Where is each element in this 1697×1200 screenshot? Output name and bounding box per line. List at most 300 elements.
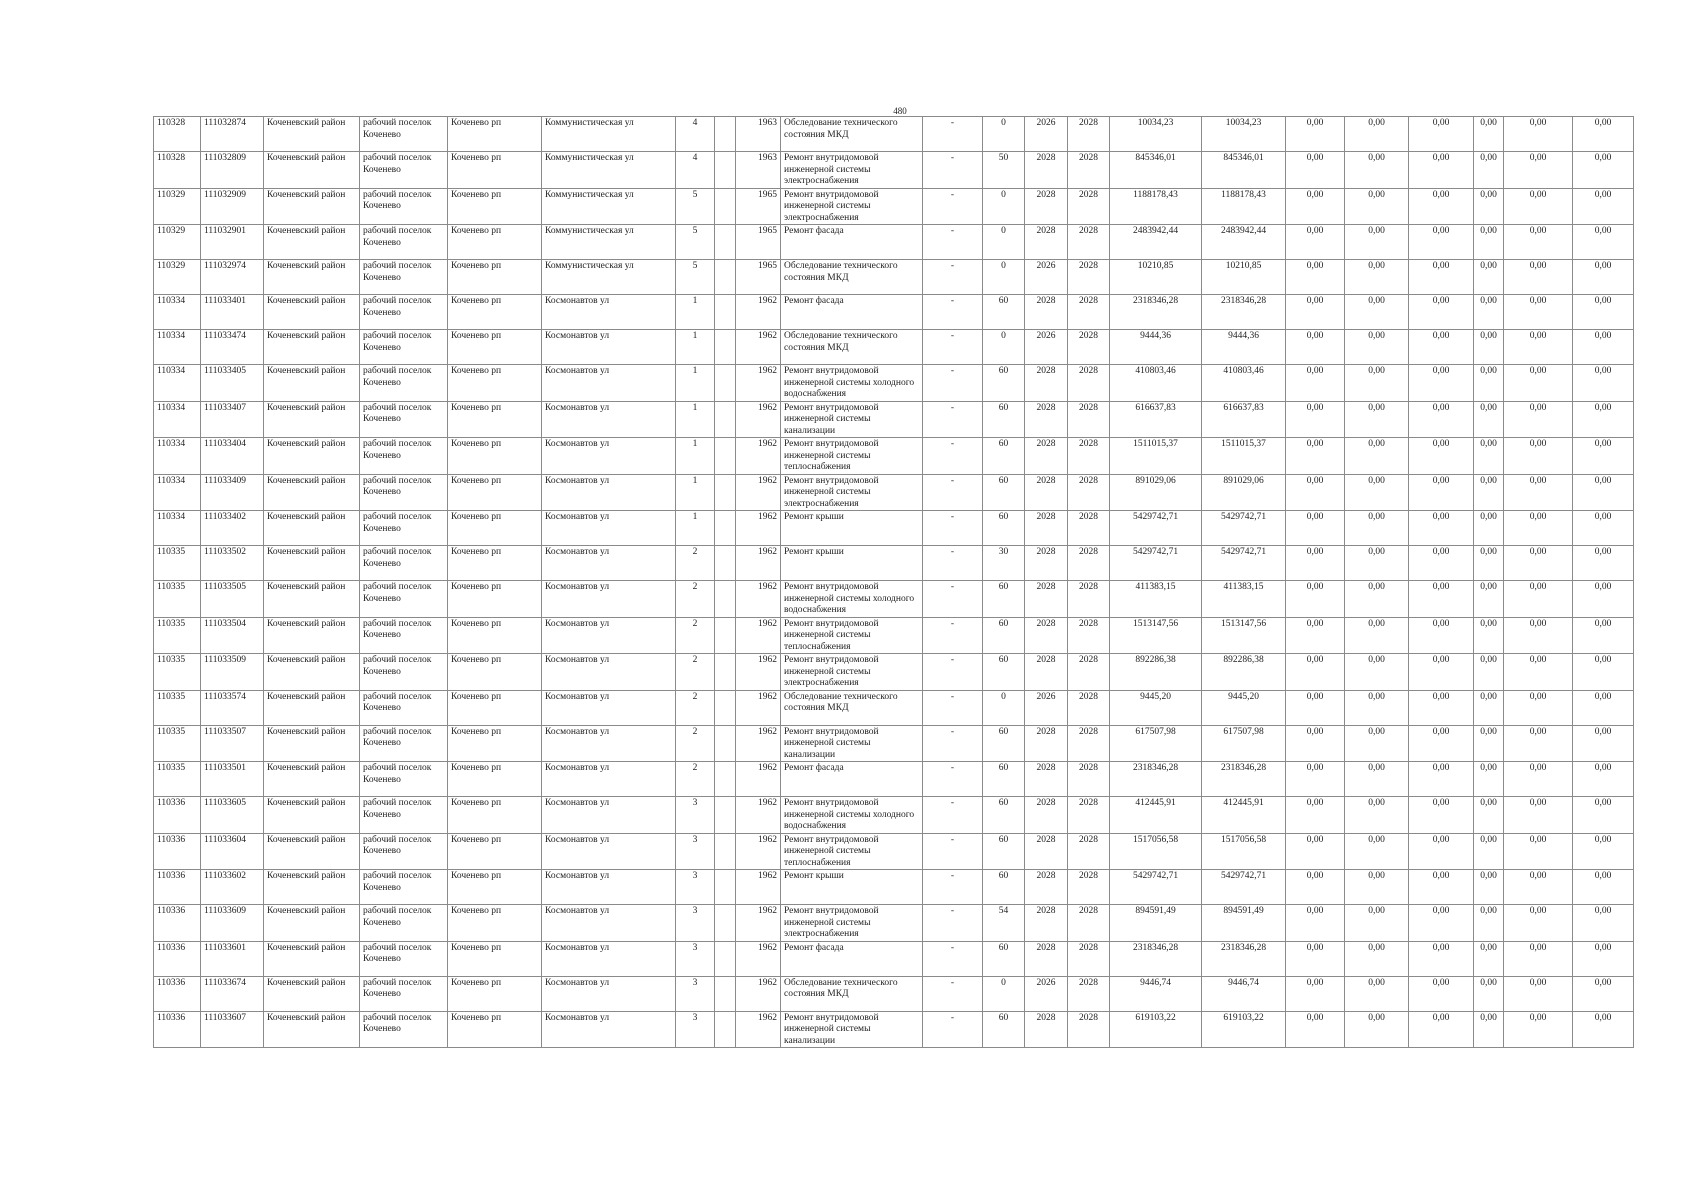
cell-year-built: 1963 [736, 152, 781, 189]
cell-street: Космонавтов ул [542, 690, 676, 725]
cell-locality: Коченево рп [448, 330, 542, 365]
table-row [154, 401, 1634, 438]
cell-district: Коченевский район [264, 546, 360, 581]
cell-building [715, 725, 736, 762]
cell-owners-funds: 0,00 [1474, 1011, 1504, 1048]
cell-building [715, 797, 736, 834]
cell-deadline-year: 2028 [1068, 797, 1110, 834]
cell-district: Коченевский район [264, 581, 360, 618]
cell-year-built: 1962 [736, 941, 781, 976]
table-row [154, 330, 1634, 365]
cell-regional-fund: 2318346,28 [1202, 941, 1286, 976]
cell-federal-funds: 0,00 [1286, 152, 1345, 189]
cell-local-budget: 0,00 [1409, 797, 1474, 834]
cell-house-id: 110334 [154, 401, 201, 438]
cell-settlement: рабочий поселок Коченево [360, 225, 448, 260]
cell-plan-year: 2028 [1025, 725, 1068, 762]
cell-year-built: 1962 [736, 690, 781, 725]
cell-total-cost: 894591,49 [1110, 905, 1202, 942]
cell-regional-fund: 619103,22 [1202, 1011, 1286, 1048]
cell-plan-year: 2028 [1025, 762, 1068, 797]
cell-work-id: 111033507 [201, 725, 264, 762]
cell-locality: Коченево рп [448, 976, 542, 1011]
cell-owners-funds: 0,00 [1474, 546, 1504, 581]
cell-total-cost: 5429742,71 [1110, 870, 1202, 905]
cell-other-funds: 0,00 [1504, 690, 1573, 725]
table-row [154, 546, 1634, 581]
cell-total-cost: 2318346,28 [1110, 762, 1202, 797]
cell-extra-funds: 0,00 [1573, 295, 1634, 330]
cell-settlement: рабочий поселок Коченево [360, 511, 448, 546]
cell-extra-funds: 0,00 [1573, 905, 1634, 942]
cell-regional-budget: 0,00 [1345, 330, 1409, 365]
cell-house-id: 110329 [154, 225, 201, 260]
cell-year-built: 1962 [736, 1011, 781, 1048]
cell-house-number: 2 [676, 762, 715, 797]
cell-house-number: 3 [676, 941, 715, 976]
cell-locality: Коченево рп [448, 225, 542, 260]
cell-other-funds: 0,00 [1504, 401, 1573, 438]
cell-extra-funds: 0,00 [1573, 474, 1634, 511]
cell-deadline-year: 2028 [1068, 905, 1110, 942]
cell-house-id: 110336 [154, 797, 201, 834]
cell-house-id: 110336 [154, 976, 201, 1011]
cell-district: Коченевский район [264, 117, 360, 152]
cell-regional-budget: 0,00 [1345, 474, 1409, 511]
cell-plan-year: 2026 [1025, 117, 1068, 152]
cell-plan-year: 2026 [1025, 260, 1068, 295]
cell-district: Коченевский район [264, 225, 360, 260]
cell-settlement: рабочий поселок Коченево [360, 295, 448, 330]
cell-building [715, 690, 736, 725]
cell-other-funds: 0,00 [1504, 260, 1573, 295]
cell-wear-mark: - [923, 905, 983, 942]
cell-wear-mark: - [923, 762, 983, 797]
cell-owners-funds: 0,00 [1474, 260, 1504, 295]
cell-work-type: Ремонт внутридомовой инженерной системы канализации [781, 725, 923, 762]
cell-owners-funds: 0,00 [1474, 188, 1504, 225]
cell-house-id: 110336 [154, 833, 201, 870]
cell-settlement: рабочий поселок Коченево [360, 546, 448, 581]
cell-settlement: рабочий поселок Коченево [360, 833, 448, 870]
cell-building [715, 833, 736, 870]
cell-regional-fund: 9444,36 [1202, 330, 1286, 365]
cell-year-built: 1962 [736, 511, 781, 546]
cell-work-id: 111032974 [201, 260, 264, 295]
cell-locality: Коченево рп [448, 1011, 542, 1048]
cell-plan-year: 2028 [1025, 152, 1068, 189]
cell-federal-funds: 0,00 [1286, 401, 1345, 438]
cell-regional-budget: 0,00 [1345, 905, 1409, 942]
cell-extra-funds: 0,00 [1573, 581, 1634, 618]
cell-year-built: 1962 [736, 365, 781, 402]
cell-house-number: 2 [676, 690, 715, 725]
cell-federal-funds: 0,00 [1286, 1011, 1345, 1048]
cell-district: Коченевский район [264, 833, 360, 870]
cell-local-budget: 0,00 [1409, 976, 1474, 1011]
cell-year-built: 1965 [736, 188, 781, 225]
table-row [154, 1011, 1634, 1048]
cell-street: Коммунистическая ул [542, 188, 676, 225]
cell-year-built: 1965 [736, 225, 781, 260]
cell-work-id: 111033505 [201, 581, 264, 618]
cell-locality: Коченево рп [448, 762, 542, 797]
cell-locality: Коченево рп [448, 905, 542, 942]
cell-district: Коченевский район [264, 725, 360, 762]
cell-building [715, 117, 736, 152]
cell-house-id: 110335 [154, 617, 201, 654]
table-row [154, 833, 1634, 870]
cell-house-id: 110329 [154, 260, 201, 295]
cell-federal-funds: 0,00 [1286, 474, 1345, 511]
cell-plan-year: 2028 [1025, 511, 1068, 546]
cell-owners-funds: 0,00 [1474, 401, 1504, 438]
cell-local-budget: 0,00 [1409, 225, 1474, 260]
cell-work-type: Ремонт внутридомовой инженерной системы канализации [781, 1011, 923, 1048]
cell-house-id: 110328 [154, 117, 201, 152]
cell-work-id: 111033604 [201, 833, 264, 870]
cell-local-budget: 0,00 [1409, 941, 1474, 976]
cell-owners-funds: 0,00 [1474, 330, 1504, 365]
cell-total-cost: 10034,23 [1110, 117, 1202, 152]
cell-building [715, 762, 736, 797]
cell-regional-budget: 0,00 [1345, 797, 1409, 834]
cell-wear-percent: 60 [983, 725, 1025, 762]
cell-wear-mark: - [923, 941, 983, 976]
cell-work-id: 111033405 [201, 365, 264, 402]
cell-settlement: рабочий поселок Коченево [360, 401, 448, 438]
cell-settlement: рабочий поселок Коченево [360, 188, 448, 225]
cell-deadline-year: 2028 [1068, 762, 1110, 797]
cell-locality: Коченево рп [448, 438, 542, 475]
cell-building [715, 152, 736, 189]
cell-work-type: Ремонт внутридомовой инженерной системы теплоснабжения [781, 438, 923, 475]
cell-other-funds: 0,00 [1504, 870, 1573, 905]
cell-plan-year: 2028 [1025, 941, 1068, 976]
cell-deadline-year: 2028 [1068, 260, 1110, 295]
cell-district: Коченевский район [264, 1011, 360, 1048]
cell-local-budget: 0,00 [1409, 833, 1474, 870]
cell-regional-fund: 894591,49 [1202, 905, 1286, 942]
cell-other-funds: 0,00 [1504, 581, 1573, 618]
cell-street: Космонавтов ул [542, 654, 676, 691]
cell-wear-percent: 30 [983, 546, 1025, 581]
cell-settlement: рабочий поселок Коченево [360, 330, 448, 365]
cell-district: Коченевский район [264, 617, 360, 654]
cell-local-budget: 0,00 [1409, 654, 1474, 691]
cell-building [715, 546, 736, 581]
cell-regional-budget: 0,00 [1345, 870, 1409, 905]
table-row [154, 762, 1634, 797]
cell-regional-budget: 0,00 [1345, 654, 1409, 691]
cell-plan-year: 2026 [1025, 976, 1068, 1011]
cell-wear-percent: 60 [983, 617, 1025, 654]
cell-other-funds: 0,00 [1504, 225, 1573, 260]
cell-other-funds: 0,00 [1504, 474, 1573, 511]
cell-owners-funds: 0,00 [1474, 725, 1504, 762]
cell-extra-funds: 0,00 [1573, 941, 1634, 976]
cell-district: Коченевский район [264, 152, 360, 189]
cell-district: Коченевский район [264, 797, 360, 834]
cell-work-type: Ремонт внутридомовой инженерной системы электроснабжения [781, 905, 923, 942]
cell-other-funds: 0,00 [1504, 833, 1573, 870]
cell-building [715, 188, 736, 225]
cell-work-type: Ремонт фасада [781, 941, 923, 976]
cell-owners-funds: 0,00 [1474, 225, 1504, 260]
cell-building [715, 474, 736, 511]
cell-federal-funds: 0,00 [1286, 762, 1345, 797]
cell-federal-funds: 0,00 [1286, 295, 1345, 330]
cell-extra-funds: 0,00 [1573, 438, 1634, 475]
cell-deadline-year: 2028 [1068, 365, 1110, 402]
cell-regional-budget: 0,00 [1345, 295, 1409, 330]
cell-plan-year: 2028 [1025, 438, 1068, 475]
cell-locality: Коченево рп [448, 188, 542, 225]
cell-total-cost: 410803,46 [1110, 365, 1202, 402]
cell-year-built: 1965 [736, 260, 781, 295]
cell-plan-year: 2028 [1025, 474, 1068, 511]
cell-district: Коченевский район [264, 401, 360, 438]
cell-local-budget: 0,00 [1409, 330, 1474, 365]
cell-house-id: 110336 [154, 870, 201, 905]
cell-year-built: 1962 [736, 581, 781, 618]
cell-federal-funds: 0,00 [1286, 438, 1345, 475]
cell-local-budget: 0,00 [1409, 905, 1474, 942]
cell-extra-funds: 0,00 [1573, 762, 1634, 797]
cell-extra-funds: 0,00 [1573, 330, 1634, 365]
cell-regional-fund: 411383,15 [1202, 581, 1286, 618]
cell-work-id: 111033674 [201, 976, 264, 1011]
cell-plan-year: 2028 [1025, 833, 1068, 870]
cell-street: Космонавтов ул [542, 438, 676, 475]
cell-regional-budget: 0,00 [1345, 152, 1409, 189]
table-row [154, 225, 1634, 260]
cell-work-id: 111033609 [201, 905, 264, 942]
cell-district: Коченевский район [264, 690, 360, 725]
cell-regional-budget: 0,00 [1345, 976, 1409, 1011]
cell-wear-percent: 0 [983, 330, 1025, 365]
cell-federal-funds: 0,00 [1286, 833, 1345, 870]
cell-locality: Коченево рп [448, 617, 542, 654]
cell-settlement: рабочий поселок Коченево [360, 1011, 448, 1048]
capital-repair-table [153, 116, 1634, 1048]
cell-deadline-year: 2028 [1068, 1011, 1110, 1048]
cell-house-number: 2 [676, 725, 715, 762]
cell-work-type: Обследование технического состояния МКД [781, 117, 923, 152]
cell-house-id: 110334 [154, 365, 201, 402]
cell-building [715, 870, 736, 905]
cell-building [715, 295, 736, 330]
cell-deadline-year: 2028 [1068, 870, 1110, 905]
cell-regional-budget: 0,00 [1345, 762, 1409, 797]
cell-locality: Коченево рп [448, 797, 542, 834]
cell-house-id: 110335 [154, 546, 201, 581]
cell-federal-funds: 0,00 [1286, 690, 1345, 725]
cell-plan-year: 2028 [1025, 401, 1068, 438]
cell-plan-year: 2028 [1025, 225, 1068, 260]
cell-plan-year: 2028 [1025, 617, 1068, 654]
cell-wear-percent: 0 [983, 690, 1025, 725]
cell-total-cost: 10210,85 [1110, 260, 1202, 295]
table-row [154, 188, 1634, 225]
cell-other-funds: 0,00 [1504, 762, 1573, 797]
cell-wear-mark: - [923, 225, 983, 260]
cell-owners-funds: 0,00 [1474, 833, 1504, 870]
cell-federal-funds: 0,00 [1286, 976, 1345, 1011]
cell-other-funds: 0,00 [1504, 188, 1573, 225]
cell-settlement: рабочий поселок Коченево [360, 870, 448, 905]
cell-district: Коченевский район [264, 438, 360, 475]
cell-work-type: Ремонт внутридомовой инженерной системы теплоснабжения [781, 833, 923, 870]
cell-work-id: 111033607 [201, 1011, 264, 1048]
cell-locality: Коченево рп [448, 546, 542, 581]
cell-locality: Коченево рп [448, 870, 542, 905]
cell-local-budget: 0,00 [1409, 117, 1474, 152]
cell-year-built: 1962 [736, 762, 781, 797]
cell-street: Космонавтов ул [542, 295, 676, 330]
cell-plan-year: 2028 [1025, 654, 1068, 691]
cell-work-type: Ремонт внутридомовой инженерной системы холодного водоснабжения [781, 581, 923, 618]
cell-district: Коченевский район [264, 474, 360, 511]
cell-extra-funds: 0,00 [1573, 654, 1634, 691]
cell-regional-budget: 0,00 [1345, 438, 1409, 475]
cell-extra-funds: 0,00 [1573, 401, 1634, 438]
cell-wear-percent: 60 [983, 581, 1025, 618]
cell-house-id: 110329 [154, 188, 201, 225]
cell-work-type: Обследование технического состояния МКД [781, 260, 923, 295]
table-row [154, 617, 1634, 654]
cell-deadline-year: 2028 [1068, 690, 1110, 725]
cell-settlement: рабочий поселок Коченево [360, 365, 448, 402]
cell-house-number: 2 [676, 546, 715, 581]
cell-year-built: 1962 [736, 833, 781, 870]
cell-regional-budget: 0,00 [1345, 1011, 1409, 1048]
cell-wear-percent: 60 [983, 401, 1025, 438]
cell-house-number: 1 [676, 365, 715, 402]
cell-extra-funds: 0,00 [1573, 260, 1634, 295]
cell-work-id: 111033409 [201, 474, 264, 511]
cell-wear-percent: 60 [983, 870, 1025, 905]
cell-total-cost: 2318346,28 [1110, 941, 1202, 976]
table-row [154, 117, 1634, 152]
cell-street: Коммунистическая ул [542, 152, 676, 189]
cell-deadline-year: 2028 [1068, 401, 1110, 438]
cell-regional-fund: 2483942,44 [1202, 225, 1286, 260]
cell-house-number: 1 [676, 295, 715, 330]
cell-wear-mark: - [923, 833, 983, 870]
table-row [154, 870, 1634, 905]
cell-wear-mark: - [923, 260, 983, 295]
cell-other-funds: 0,00 [1504, 976, 1573, 1011]
cell-plan-year: 2026 [1025, 690, 1068, 725]
cell-locality: Коченево рп [448, 654, 542, 691]
cell-regional-budget: 0,00 [1345, 260, 1409, 295]
cell-district: Коченевский район [264, 654, 360, 691]
cell-regional-budget: 0,00 [1345, 690, 1409, 725]
cell-year-built: 1962 [736, 905, 781, 942]
cell-extra-funds: 0,00 [1573, 617, 1634, 654]
cell-regional-fund: 10034,23 [1202, 117, 1286, 152]
cell-work-id: 111033474 [201, 330, 264, 365]
cell-other-funds: 0,00 [1504, 797, 1573, 834]
cell-deadline-year: 2028 [1068, 725, 1110, 762]
cell-year-built: 1962 [736, 438, 781, 475]
table-row [154, 654, 1634, 691]
cell-regional-fund: 5429742,71 [1202, 511, 1286, 546]
cell-wear-mark: - [923, 511, 983, 546]
cell-street: Космонавтов ул [542, 870, 676, 905]
cell-owners-funds: 0,00 [1474, 511, 1504, 546]
cell-building [715, 225, 736, 260]
cell-federal-funds: 0,00 [1286, 188, 1345, 225]
cell-total-cost: 617507,98 [1110, 725, 1202, 762]
cell-street: Космонавтов ул [542, 797, 676, 834]
cell-work-type: Ремонт фасада [781, 295, 923, 330]
cell-work-type: Ремонт фасада [781, 225, 923, 260]
cell-district: Коченевский район [264, 905, 360, 942]
cell-regional-fund: 9446,74 [1202, 976, 1286, 1011]
cell-building [715, 654, 736, 691]
cell-other-funds: 0,00 [1504, 654, 1573, 691]
cell-plan-year: 2026 [1025, 330, 1068, 365]
cell-plan-year: 2028 [1025, 905, 1068, 942]
cell-year-built: 1962 [736, 401, 781, 438]
cell-regional-fund: 10210,85 [1202, 260, 1286, 295]
cell-other-funds: 0,00 [1504, 617, 1573, 654]
cell-regional-fund: 5429742,71 [1202, 870, 1286, 905]
cell-settlement: рабочий поселок Коченево [360, 797, 448, 834]
cell-locality: Коченево рп [448, 833, 542, 870]
table-row [154, 976, 1634, 1011]
cell-work-type: Ремонт крыши [781, 870, 923, 905]
cell-regional-budget: 0,00 [1345, 401, 1409, 438]
cell-local-budget: 0,00 [1409, 690, 1474, 725]
cell-wear-mark: - [923, 617, 983, 654]
cell-wear-mark: - [923, 365, 983, 402]
cell-regional-budget: 0,00 [1345, 725, 1409, 762]
cell-building [715, 976, 736, 1011]
cell-owners-funds: 0,00 [1474, 152, 1504, 189]
cell-street: Космонавтов ул [542, 365, 676, 402]
cell-house-number: 1 [676, 511, 715, 546]
cell-wear-mark: - [923, 725, 983, 762]
cell-work-type: Ремонт внутридомовой инженерной системы электроснабжения [781, 654, 923, 691]
cell-locality: Коченево рп [448, 117, 542, 152]
cell-extra-funds: 0,00 [1573, 152, 1634, 189]
cell-regional-fund: 616637,83 [1202, 401, 1286, 438]
cell-regional-budget: 0,00 [1345, 365, 1409, 402]
cell-wear-percent: 60 [983, 762, 1025, 797]
cell-building [715, 941, 736, 976]
cell-house-id: 110334 [154, 295, 201, 330]
cell-year-built: 1962 [736, 546, 781, 581]
cell-regional-fund: 9445,20 [1202, 690, 1286, 725]
table-row [154, 260, 1634, 295]
cell-local-budget: 0,00 [1409, 617, 1474, 654]
cell-street: Космонавтов ул [542, 762, 676, 797]
cell-federal-funds: 0,00 [1286, 725, 1345, 762]
table-row [154, 797, 1634, 834]
cell-house-number: 1 [676, 474, 715, 511]
cell-house-id: 110336 [154, 941, 201, 976]
cell-wear-percent: 0 [983, 225, 1025, 260]
cell-owners-funds: 0,00 [1474, 117, 1504, 152]
cell-locality: Коченево рп [448, 365, 542, 402]
cell-deadline-year: 2028 [1068, 474, 1110, 511]
table-row [154, 725, 1634, 762]
cell-settlement: рабочий поселок Коченево [360, 152, 448, 189]
cell-plan-year: 2028 [1025, 581, 1068, 618]
